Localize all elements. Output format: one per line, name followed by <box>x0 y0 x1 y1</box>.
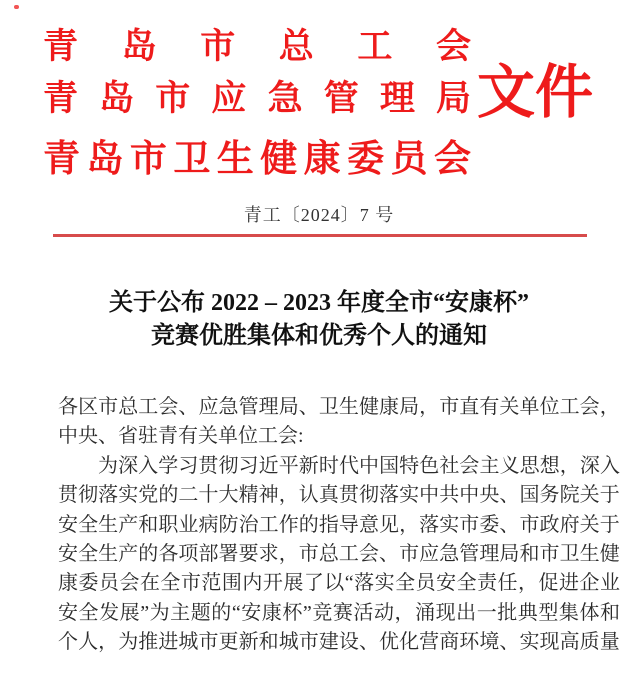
char: “ <box>231 601 241 624</box>
char: 色 <box>419 454 440 477</box>
char: 、 <box>499 513 520 536</box>
char: 实 <box>519 631 540 654</box>
char: 真 <box>318 484 339 507</box>
char: 以 <box>324 572 345 595</box>
char: 理 <box>258 396 279 418</box>
char: 新 <box>238 631 259 654</box>
char: 境 <box>479 631 500 654</box>
char: 指 <box>318 513 339 536</box>
char: ， <box>419 396 440 418</box>
char: 康 <box>379 396 399 418</box>
char: 实 <box>374 572 395 595</box>
body-line <box>58 481 620 510</box>
char: 生 <box>338 396 359 418</box>
char: 业 <box>599 572 620 595</box>
char: 员 <box>98 572 119 595</box>
char: ” <box>140 601 150 624</box>
char: 位 <box>539 396 560 418</box>
char: 大 <box>218 484 239 507</box>
char: 总 <box>118 396 139 418</box>
char: 工 <box>559 396 580 418</box>
char: 神 <box>258 484 279 507</box>
char: 贯 <box>338 484 359 507</box>
char: 商 <box>439 631 460 654</box>
char: 会 <box>119 572 140 595</box>
char: “ <box>344 572 354 595</box>
char: 和 <box>599 601 620 624</box>
char: 市 <box>298 631 319 654</box>
char: 市 <box>98 396 119 418</box>
char: 建 <box>318 631 339 654</box>
char: 市 <box>180 572 201 595</box>
char: 健 <box>599 542 620 565</box>
char: 工 <box>338 542 359 565</box>
char: 院 <box>559 484 580 507</box>
char: 、 <box>499 631 520 654</box>
char: 、 <box>178 396 199 418</box>
char: 现 <box>539 631 560 654</box>
char: 病 <box>198 513 219 536</box>
char: ， <box>394 601 415 624</box>
char: 的 <box>158 484 179 507</box>
char: 产 <box>118 542 139 565</box>
char: 落 <box>354 572 375 595</box>
char: 推 <box>138 631 159 654</box>
char: ， <box>399 513 420 536</box>
char: 于 <box>599 484 620 507</box>
char: 营 <box>419 631 440 654</box>
char: 局 <box>499 542 520 565</box>
char: 安 <box>58 513 78 536</box>
body-line <box>58 393 620 422</box>
char: 市 <box>539 542 560 565</box>
char: 会 <box>459 454 480 477</box>
char: 贯 <box>58 484 78 507</box>
char: 展 <box>119 601 140 624</box>
body-line <box>58 540 620 569</box>
char: 典 <box>517 601 538 624</box>
char: 生 <box>98 542 119 565</box>
char: 会 <box>158 396 179 418</box>
char: 彻 <box>218 454 239 477</box>
char: 委 <box>479 513 500 536</box>
char: 防 <box>218 513 239 536</box>
char: 人 <box>78 631 99 654</box>
char: 赛 <box>332 601 353 624</box>
char: ， <box>278 484 299 507</box>
char: 单 <box>519 396 540 418</box>
char: 政 <box>539 513 560 536</box>
char: 化 <box>399 631 420 654</box>
char: 竞 <box>312 601 333 624</box>
char: 管 <box>323 79 359 118</box>
char: 深 <box>579 454 600 477</box>
char: 全 <box>456 572 477 595</box>
char: 健 <box>260 139 298 180</box>
char: 入 <box>599 454 620 477</box>
char: 体 <box>579 601 600 624</box>
char: 应 <box>211 79 247 118</box>
char: 的 <box>211 601 232 624</box>
body-line <box>58 599 620 628</box>
char: 全 <box>78 601 99 624</box>
char: 的 <box>298 513 319 536</box>
char: 型 <box>538 601 559 624</box>
char: 为 <box>149 601 170 624</box>
char: 社 <box>439 454 460 477</box>
char: 中 <box>419 484 440 507</box>
body-line <box>58 452 620 481</box>
char: 活 <box>353 601 374 624</box>
char: 市 <box>200 27 236 66</box>
char: 关 <box>499 396 520 418</box>
char: 国 <box>519 484 540 507</box>
char: 康 <box>58 572 78 595</box>
char: 作 <box>278 513 299 536</box>
char: 生 <box>98 513 119 536</box>
char: ” <box>302 601 312 624</box>
char: 发 <box>99 601 120 624</box>
char: 促 <box>538 572 559 595</box>
org-line-health-commission <box>43 139 471 182</box>
char: 见 <box>379 513 399 536</box>
char: 党 <box>138 484 159 507</box>
char: 业 <box>178 513 199 536</box>
char: 、 <box>499 484 520 507</box>
char: 康 <box>261 601 282 624</box>
char: 市 <box>519 513 540 536</box>
char: 青 <box>43 79 79 118</box>
char: 局 <box>399 396 420 418</box>
char: 市 <box>155 79 191 118</box>
char: 想 <box>539 454 560 477</box>
char: 府 <box>559 513 580 536</box>
char: 十 <box>198 484 219 507</box>
char: 会 <box>358 542 379 565</box>
char: 主 <box>479 454 500 477</box>
char: 应 <box>198 396 219 418</box>
char: 全 <box>395 572 416 595</box>
char: 更 <box>218 631 239 654</box>
char: 安 <box>58 601 78 624</box>
char: 共 <box>439 484 460 507</box>
char: 卫 <box>173 139 211 180</box>
char: 习 <box>238 454 259 477</box>
char: 展 <box>283 572 304 595</box>
char: 有 <box>479 396 500 418</box>
char: 职 <box>158 513 179 536</box>
char: 理 <box>379 79 415 118</box>
char: 彻 <box>78 484 99 507</box>
char: 集 <box>558 601 579 624</box>
char: 中 <box>359 454 380 477</box>
char: 和 <box>258 631 279 654</box>
char: 治 <box>238 513 259 536</box>
char: 和 <box>138 513 159 536</box>
org-line-emergency-management-bureau <box>43 79 471 119</box>
char: 高 <box>559 631 580 654</box>
char: 彻 <box>358 484 379 507</box>
char: 开 <box>262 572 283 595</box>
char: 工 <box>357 27 393 66</box>
char: 安 <box>436 572 457 595</box>
char: 急 <box>267 79 303 118</box>
char: 部 <box>198 542 219 565</box>
char: 内 <box>242 572 263 595</box>
char: 直 <box>459 396 480 418</box>
char: 全 <box>160 572 181 595</box>
char: 任 <box>497 572 518 595</box>
char: ， <box>599 396 620 418</box>
char: 导 <box>338 513 359 536</box>
char: 署 <box>218 542 239 565</box>
char: 实 <box>118 484 139 507</box>
char: 近 <box>258 454 279 477</box>
char: 关 <box>579 484 600 507</box>
char: 市 <box>129 139 167 180</box>
body-line <box>58 511 620 540</box>
char: 认 <box>298 484 319 507</box>
char: 局 <box>435 79 471 118</box>
document-number: 青工〔2024〕7 号 <box>243 205 395 225</box>
char: 现 <box>435 601 456 624</box>
char: 安 <box>58 542 78 565</box>
char: 理 <box>479 542 500 565</box>
char: 总 <box>278 27 314 66</box>
char: 项 <box>178 542 199 565</box>
char: ， <box>559 454 580 477</box>
char: 各 <box>158 542 179 565</box>
char: 岛 <box>99 79 135 118</box>
char: 工 <box>138 396 159 418</box>
document-word-wenjian: 文件 <box>477 60 594 125</box>
char: 代 <box>338 454 359 477</box>
char: 健 <box>358 396 379 418</box>
char: 会 <box>433 139 471 180</box>
char: 城 <box>278 631 299 654</box>
char: 城 <box>178 631 199 654</box>
char: 质 <box>579 631 600 654</box>
char: 卫 <box>318 396 339 418</box>
char: 全 <box>78 513 99 536</box>
char: 在 <box>139 572 160 595</box>
char: 各 <box>58 396 78 418</box>
body-line <box>58 628 620 657</box>
char: 员 <box>390 139 428 180</box>
scan-artifact <box>14 5 19 9</box>
char: 局 <box>278 396 299 418</box>
char: 平 <box>278 454 299 477</box>
char: 深 <box>118 454 139 477</box>
char: 杯 <box>282 601 303 624</box>
char: 题 <box>190 601 211 624</box>
char: 量 <box>599 631 620 654</box>
char: 产 <box>118 513 139 536</box>
char: 区 <box>78 396 99 418</box>
char: 急 <box>439 542 460 565</box>
char: 义 <box>499 454 520 477</box>
char: 员 <box>415 572 436 595</box>
char: 学 <box>158 454 179 477</box>
char: 习 <box>178 454 199 477</box>
char: 落 <box>98 484 119 507</box>
char: 管 <box>238 396 259 418</box>
char: 委 <box>78 572 99 595</box>
char: 安 <box>241 601 262 624</box>
char: ， <box>518 572 539 595</box>
char: 会 <box>435 27 471 66</box>
char: 、 <box>358 631 379 654</box>
char: 全 <box>78 542 99 565</box>
org-line-federation-of-trade-unions <box>43 27 471 67</box>
char: 生 <box>216 139 254 180</box>
char: 时 <box>318 454 339 477</box>
char: 精 <box>238 484 259 507</box>
document-title-line-2: 竞赛优胜集体和优秀个人的通知 <box>151 323 487 349</box>
char: 入 <box>138 454 159 477</box>
char: 、 <box>379 542 399 565</box>
char: 康 <box>303 139 341 180</box>
char: 青 <box>43 139 80 180</box>
char: 要 <box>238 542 259 565</box>
char: 委 <box>347 139 385 180</box>
char: 进 <box>559 572 579 595</box>
char: 市 <box>298 542 319 565</box>
char: 为 <box>98 454 118 477</box>
char: 为 <box>118 631 139 654</box>
char: 市 <box>459 513 480 536</box>
char: 关 <box>579 513 600 536</box>
char: ， <box>98 631 119 654</box>
char: 出 <box>456 601 477 624</box>
char: 批 <box>497 601 518 624</box>
body-line: 中央、省驻青有关单位工会: <box>58 425 304 448</box>
char: 青 <box>43 27 79 66</box>
char: 的 <box>138 542 159 565</box>
char: 新 <box>298 454 319 477</box>
char: 环 <box>459 631 480 654</box>
red-divider-rule <box>53 234 587 237</box>
char: 主 <box>170 601 191 624</box>
char: 涌 <box>415 601 436 624</box>
document-title-line-1: 关于公布 2022 – 2023 年度全市“安康杯” <box>109 290 529 316</box>
char: 个 <box>58 631 78 654</box>
char: 中 <box>459 484 480 507</box>
body-line <box>58 569 620 598</box>
char: 市 <box>198 631 219 654</box>
char: 动 <box>373 601 394 624</box>
char: 落 <box>379 484 399 507</box>
char: 卫 <box>559 542 580 565</box>
char: 贯 <box>198 454 219 477</box>
char: 应 <box>419 542 440 565</box>
char: 市 <box>399 542 420 565</box>
char: 会 <box>579 396 600 418</box>
char: 务 <box>539 484 560 507</box>
char: ， <box>278 542 299 565</box>
char: 实 <box>439 513 460 536</box>
document-body <box>58 393 620 658</box>
char: 急 <box>218 396 239 418</box>
char: 一 <box>476 601 497 624</box>
char: 范 <box>201 572 222 595</box>
char: 岛 <box>121 27 157 66</box>
document-title <box>0 287 638 353</box>
char: 管 <box>459 542 480 565</box>
char: 市 <box>439 396 460 418</box>
char: 落 <box>419 513 440 536</box>
char: 、 <box>298 396 319 418</box>
char: 意 <box>358 513 379 536</box>
char: 优 <box>379 631 399 654</box>
char: 特 <box>399 454 420 477</box>
char: 责 <box>477 572 498 595</box>
char: 生 <box>579 542 600 565</box>
char: 和 <box>519 542 540 565</box>
char: 设 <box>338 631 359 654</box>
char: 进 <box>158 631 179 654</box>
char: 求 <box>258 542 279 565</box>
char: 企 <box>579 572 600 595</box>
char: 围 <box>221 572 242 595</box>
char: 国 <box>379 454 400 477</box>
char: 岛 <box>86 139 124 180</box>
char: 了 <box>303 572 324 595</box>
char: 于 <box>599 513 620 536</box>
char: 二 <box>178 484 199 507</box>
char: 实 <box>399 484 420 507</box>
char: 思 <box>519 454 540 477</box>
char: 工 <box>258 513 279 536</box>
char: 总 <box>318 542 339 565</box>
char: 央 <box>479 484 500 507</box>
